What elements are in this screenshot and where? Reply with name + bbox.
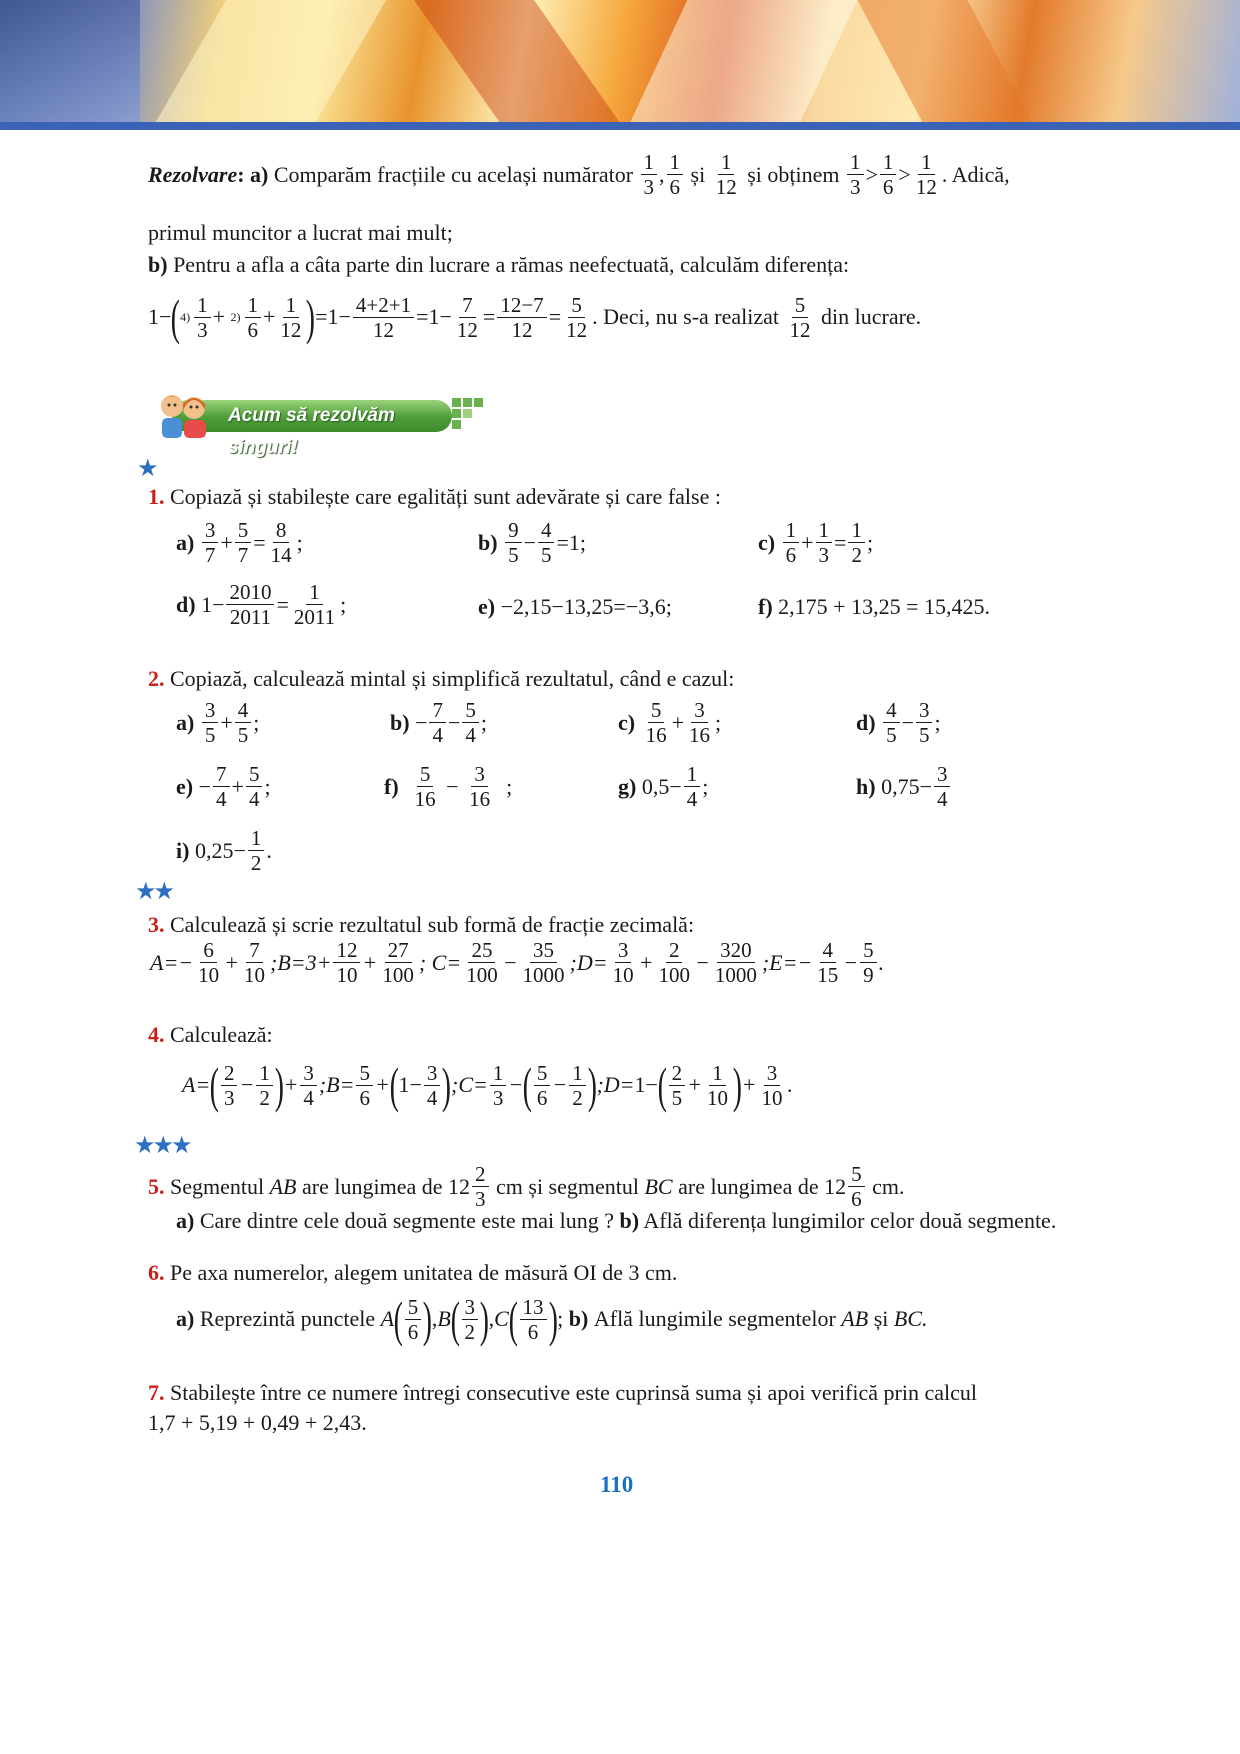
exercise-6-title: 6. Pe axa numerelor, alegem unitatea de măsură OI de 3 cm. — [148, 1260, 678, 1285]
exercise-1-d: d) 1− $\frac{2010}{2011}$ = $\frac{1}{2011}$ ; — [176, 580, 347, 629]
exercise-2-h: h) 0,75− $\frac{3}{4}$ — [856, 762, 952, 811]
exercise-7-title: 7. Stabilește între ce numere întregi consecutive este cuprinsă suma și apoi verifică prin calcul — [148, 1380, 977, 1405]
exercise-2-g: g) 0,5− $\frac{1}{4}$ ; — [618, 762, 709, 811]
exercise-3-expressions: A=− $\frac{6}{10}$ + $\frac{7}{10}$ ;B=3+ $\frac{12}{10}$ + $\frac{27}{100}$ ; C= $\frac{25}{100}$ − $\frac{35}{1000}$ ;D= $\frac{3}{10}$ + $\frac{2}{100}$ − $\frac{320}{1000}$ ;E=− $\frac{4}{15}$ − $\frac{5}{9}$ . — [150, 938, 885, 987]
solution-a-text3: . Adică, — [941, 161, 1010, 187]
difficulty-star-3: ★★★ — [134, 1133, 190, 1159]
page-number: 110 — [600, 1472, 634, 1497]
exercise-3-title: 3. Calculează și scrie rezultatul sub formă de fracție zecimală: — [148, 912, 695, 937]
badge-blocks-decoration — [452, 398, 492, 434]
exercise-2-f: f) $\frac{5}{16}$ − $\frac{3}{16}$ ; — [384, 762, 513, 811]
exercise-2-a: a) $\frac{3}{5}$ + $\frac{4}{5}$ ; — [176, 698, 260, 747]
badge-text: Acum să rezolvăm singuri! — [172, 400, 452, 432]
exercise-2-title: 2. Copiază, calculează mintal și simplifică rezultatul, când e cazul: — [148, 666, 735, 691]
exercise-5-questions: a) Care dintre cele două segmente este mai lung ? b) Află diferența lungimilor celor două segmente. — [176, 1208, 1057, 1233]
exercise-1-c: c) $\frac{1}{6}$ + $\frac{1}{3}$ = $\frac{1}{2}$ ; — [758, 518, 874, 567]
solution-b-formula: 1− ( 4) $\frac{1}{3}$ + 2) $\frac{1}{6}$ + $\frac{1}{12}$ ) =1− $\frac{4+2+1}{12}$ =1− $\frac{7}{12}$ = $\frac{12-7}{12}$ = $\frac{5}{12}$ . Deci, nu s-a realizat $\frac{5}{12}$ din lucrare. — [148, 289, 922, 345]
difficulty-star-1: ★ — [137, 456, 156, 482]
exercise-2-c: c) $\frac{5}{16}$ + $\frac{3}{16}$ ; — [618, 698, 722, 747]
exercise-1-b: b) $\frac{9}{5}$ − $\frac{4}{5}$ =1; — [478, 518, 587, 567]
exercise-1-title: 1. Copiază și stabilește care egalități sunt adevărate și care false : — [148, 484, 721, 509]
exercise-1-a: a) $\frac{3}{7}$ + $\frac{5}{7}$ = $\frac{8}{14}$ ; — [176, 518, 303, 567]
children-icon — [154, 390, 216, 442]
section-badge — [152, 390, 482, 458]
exercise-2-d: d) $\frac{4}{5}$ − $\frac{3}{5}$ ; — [856, 698, 941, 747]
difficulty-star-2: ★★ — [135, 879, 173, 905]
exercise-5-title: 5. Segmentul AB are lungimea de 12 $\frac{2}{3}$ cm și segmentul BC are lungimea de 12 $\frac{5}{6}$ cm. — [148, 1162, 905, 1211]
solution-a-line2: primul muncitor a lucrat mai mult; — [148, 220, 453, 245]
exercise-4-expressions: A= ( $\frac{2}{3}$ − $\frac{1}{2}$ ) + $\frac{3}{4}$ ;B= $\frac{5}{6}$ + ( 1− $\frac{3}{4}$ ) ;C= $\frac{1}{3}$ − ( $\frac{5}{6}$ − $\frac{1}{2}$ ) ;D= 1− ( $\frac{2}{5}$ + $\frac{1}{10}$ ) + $\frac{3}{10}$ . — [182, 1057, 793, 1113]
and-word: și — [690, 161, 706, 187]
solution-a-line: Rezolvare : a) Comparăm fracțiile cu același numărator $\frac{1}{3}$ , $\frac{1}{6}$ și $\frac{1}{12}$ și obținem $\frac{1}{3}$ > $\frac{1}{6}$ > $\frac{1}{12}$ . Adică, — [148, 150, 1010, 199]
solution-b-end: din lucrare. — [821, 304, 922, 329]
exercise-7-expression: 1,7 + 5,19 + 0,49 + 2,43. — [148, 1410, 367, 1435]
exercise-1-e: e) −2,15−13,25=−3,6; — [478, 594, 672, 619]
exercise-2-b: b) − $\frac{7}{4}$ − $\frac{5}{4}$ ; — [390, 698, 488, 747]
header-banner-image — [0, 0, 1240, 130]
exercise-2-e: e) − $\frac{7}{4}$ + $\frac{5}{4}$ ; — [176, 762, 271, 811]
exercise-6-questions: a) Reprezintă punctele A ( $\frac{5}{6}$ ) , B ( $\frac{3}{2}$ ) , C ( $\frac{13}{6}$ ) ; b) Află lungimile segmentelor AB și BC. — [176, 1291, 928, 1347]
solution-label: Rezolvare — [148, 161, 238, 187]
exercise-4-title: 4. Calculează: — [148, 1022, 273, 1047]
exercise-1-f: f) 2,175 + 13,25 = 15,425. — [758, 594, 990, 619]
solution-a-label: a) — [250, 161, 269, 187]
solution-a-text: Comparăm fracțiile cu același numărator — [273, 161, 634, 187]
solution-b-conclusion: . Deci, nu s-a realizat — [592, 304, 780, 329]
solution-b-line: b) Pentru a afla a câta parte din lucrare a rămas neefectuată, calculăm diferența: — [148, 252, 850, 277]
solution-a-text2: și obținem — [747, 161, 840, 187]
exercise-2-i: i) 0,25− $\frac{1}{2}$ . — [176, 826, 272, 875]
